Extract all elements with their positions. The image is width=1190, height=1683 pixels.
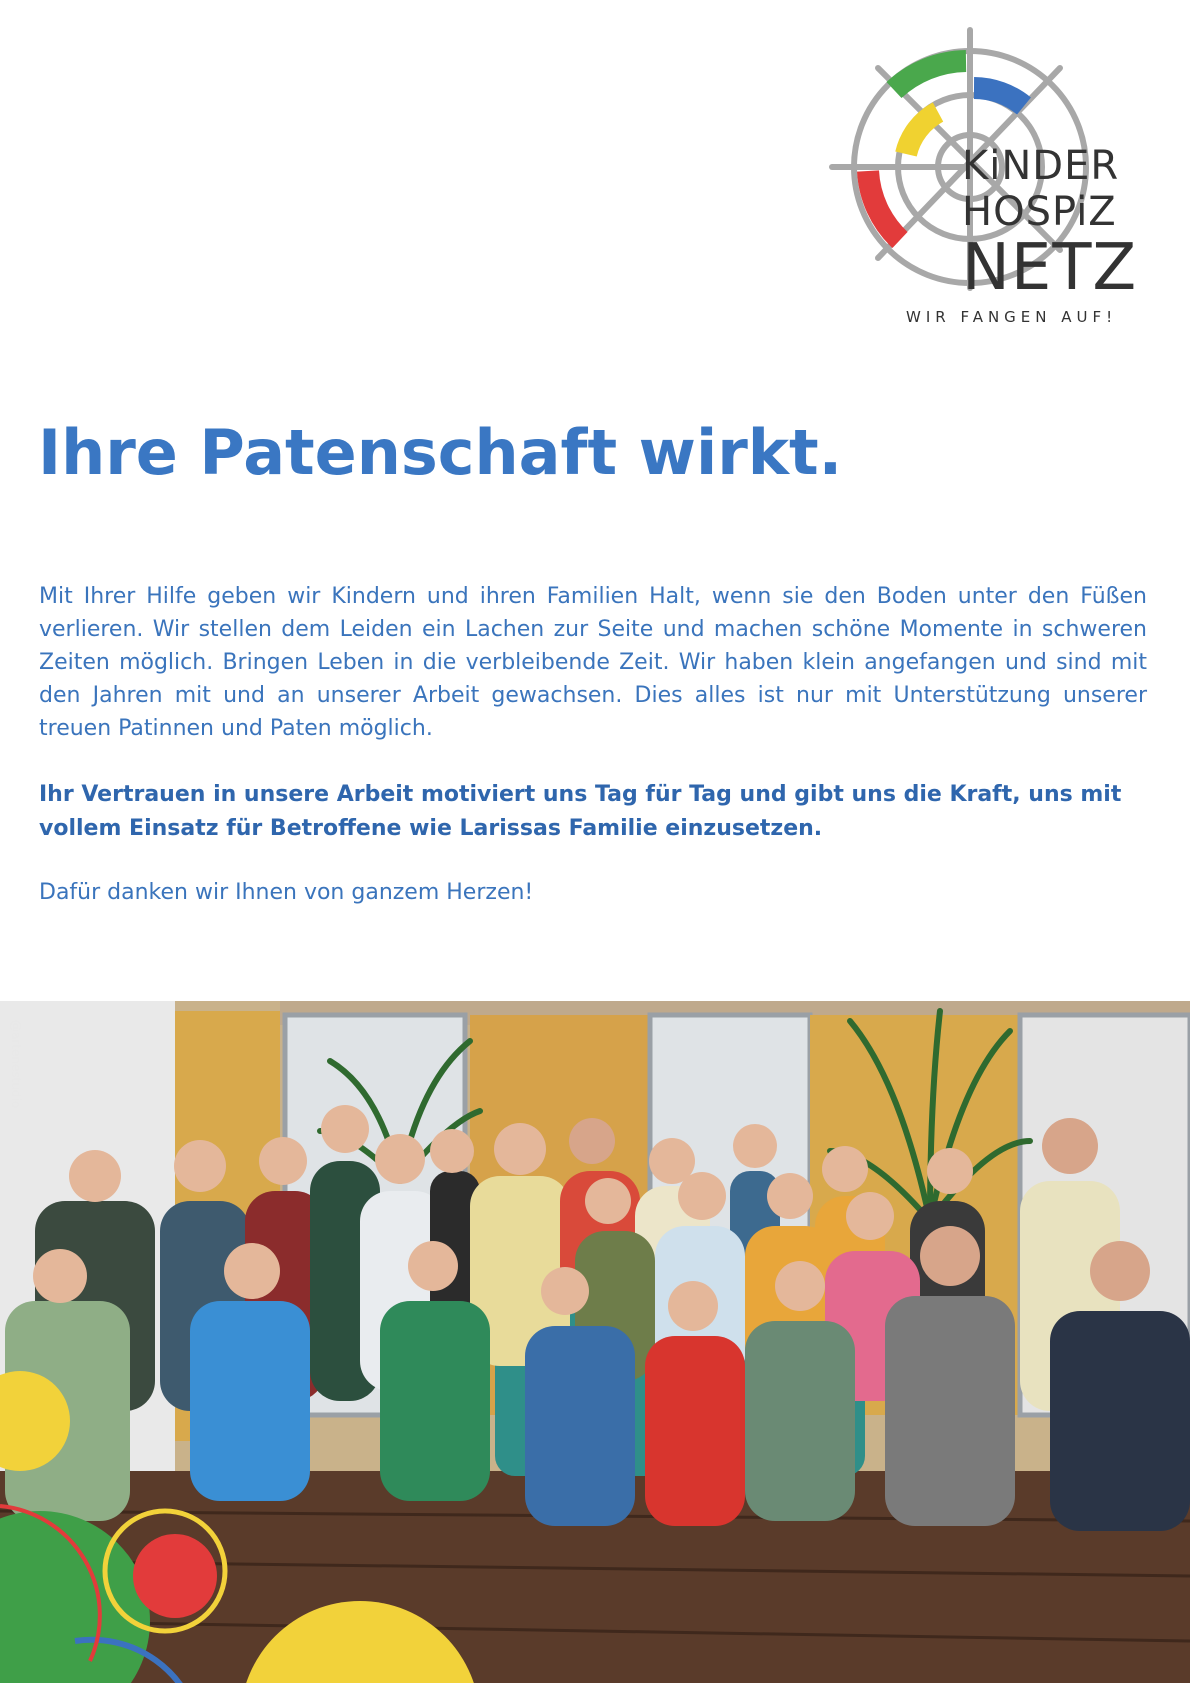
group-photo-illustration [0, 1001, 1190, 1683]
page-headline: Ihre Patenschaft wirkt. [38, 416, 843, 489]
body-paragraph-bold: Ihr Vertrauen in unsere Arbeit motiviert uns Tag für Tag und gibt uns die Kraft, uns mit vollem Einsatz für Betroffene wie Larissas Familie einzusetzen. [39, 782, 1122, 841]
logo-line-hospiz: HOSPiZ [962, 189, 1117, 235]
group-photo [0, 1001, 1190, 1683]
logo-line-netz: NETZ [962, 231, 1138, 305]
thanks-line: Dafür danken wir Ihnen von ganzem Herzen! [39, 880, 534, 905]
logo-line-kinder: KiNDER [962, 143, 1120, 189]
logo-tagline: WIR FANGEN AUF! [906, 308, 1118, 326]
body-paragraph: Mit Ihrer Hilfe geben wir Kindern und ihren Familien Halt, wenn sie den Boden unter den Füßen verlieren. Wir stellen dem Leiden ein Lachen zur Seite und machen schöne Momente in schweren Zeiten möglich. Bringen Leben in die verbleibende Zeit. Wir haben klein angefangen und sind mit den Jahren mit und an unserer Arbeit gewachsen. Dies alles ist nur mit Unterstützung unserer treuen Patinnen und Paten möglich. [39, 584, 1147, 741]
photo-credit: @artenestudio [9, 1020, 23, 1109]
kinder-hospiz-netz-logo [828, 26, 1148, 336]
